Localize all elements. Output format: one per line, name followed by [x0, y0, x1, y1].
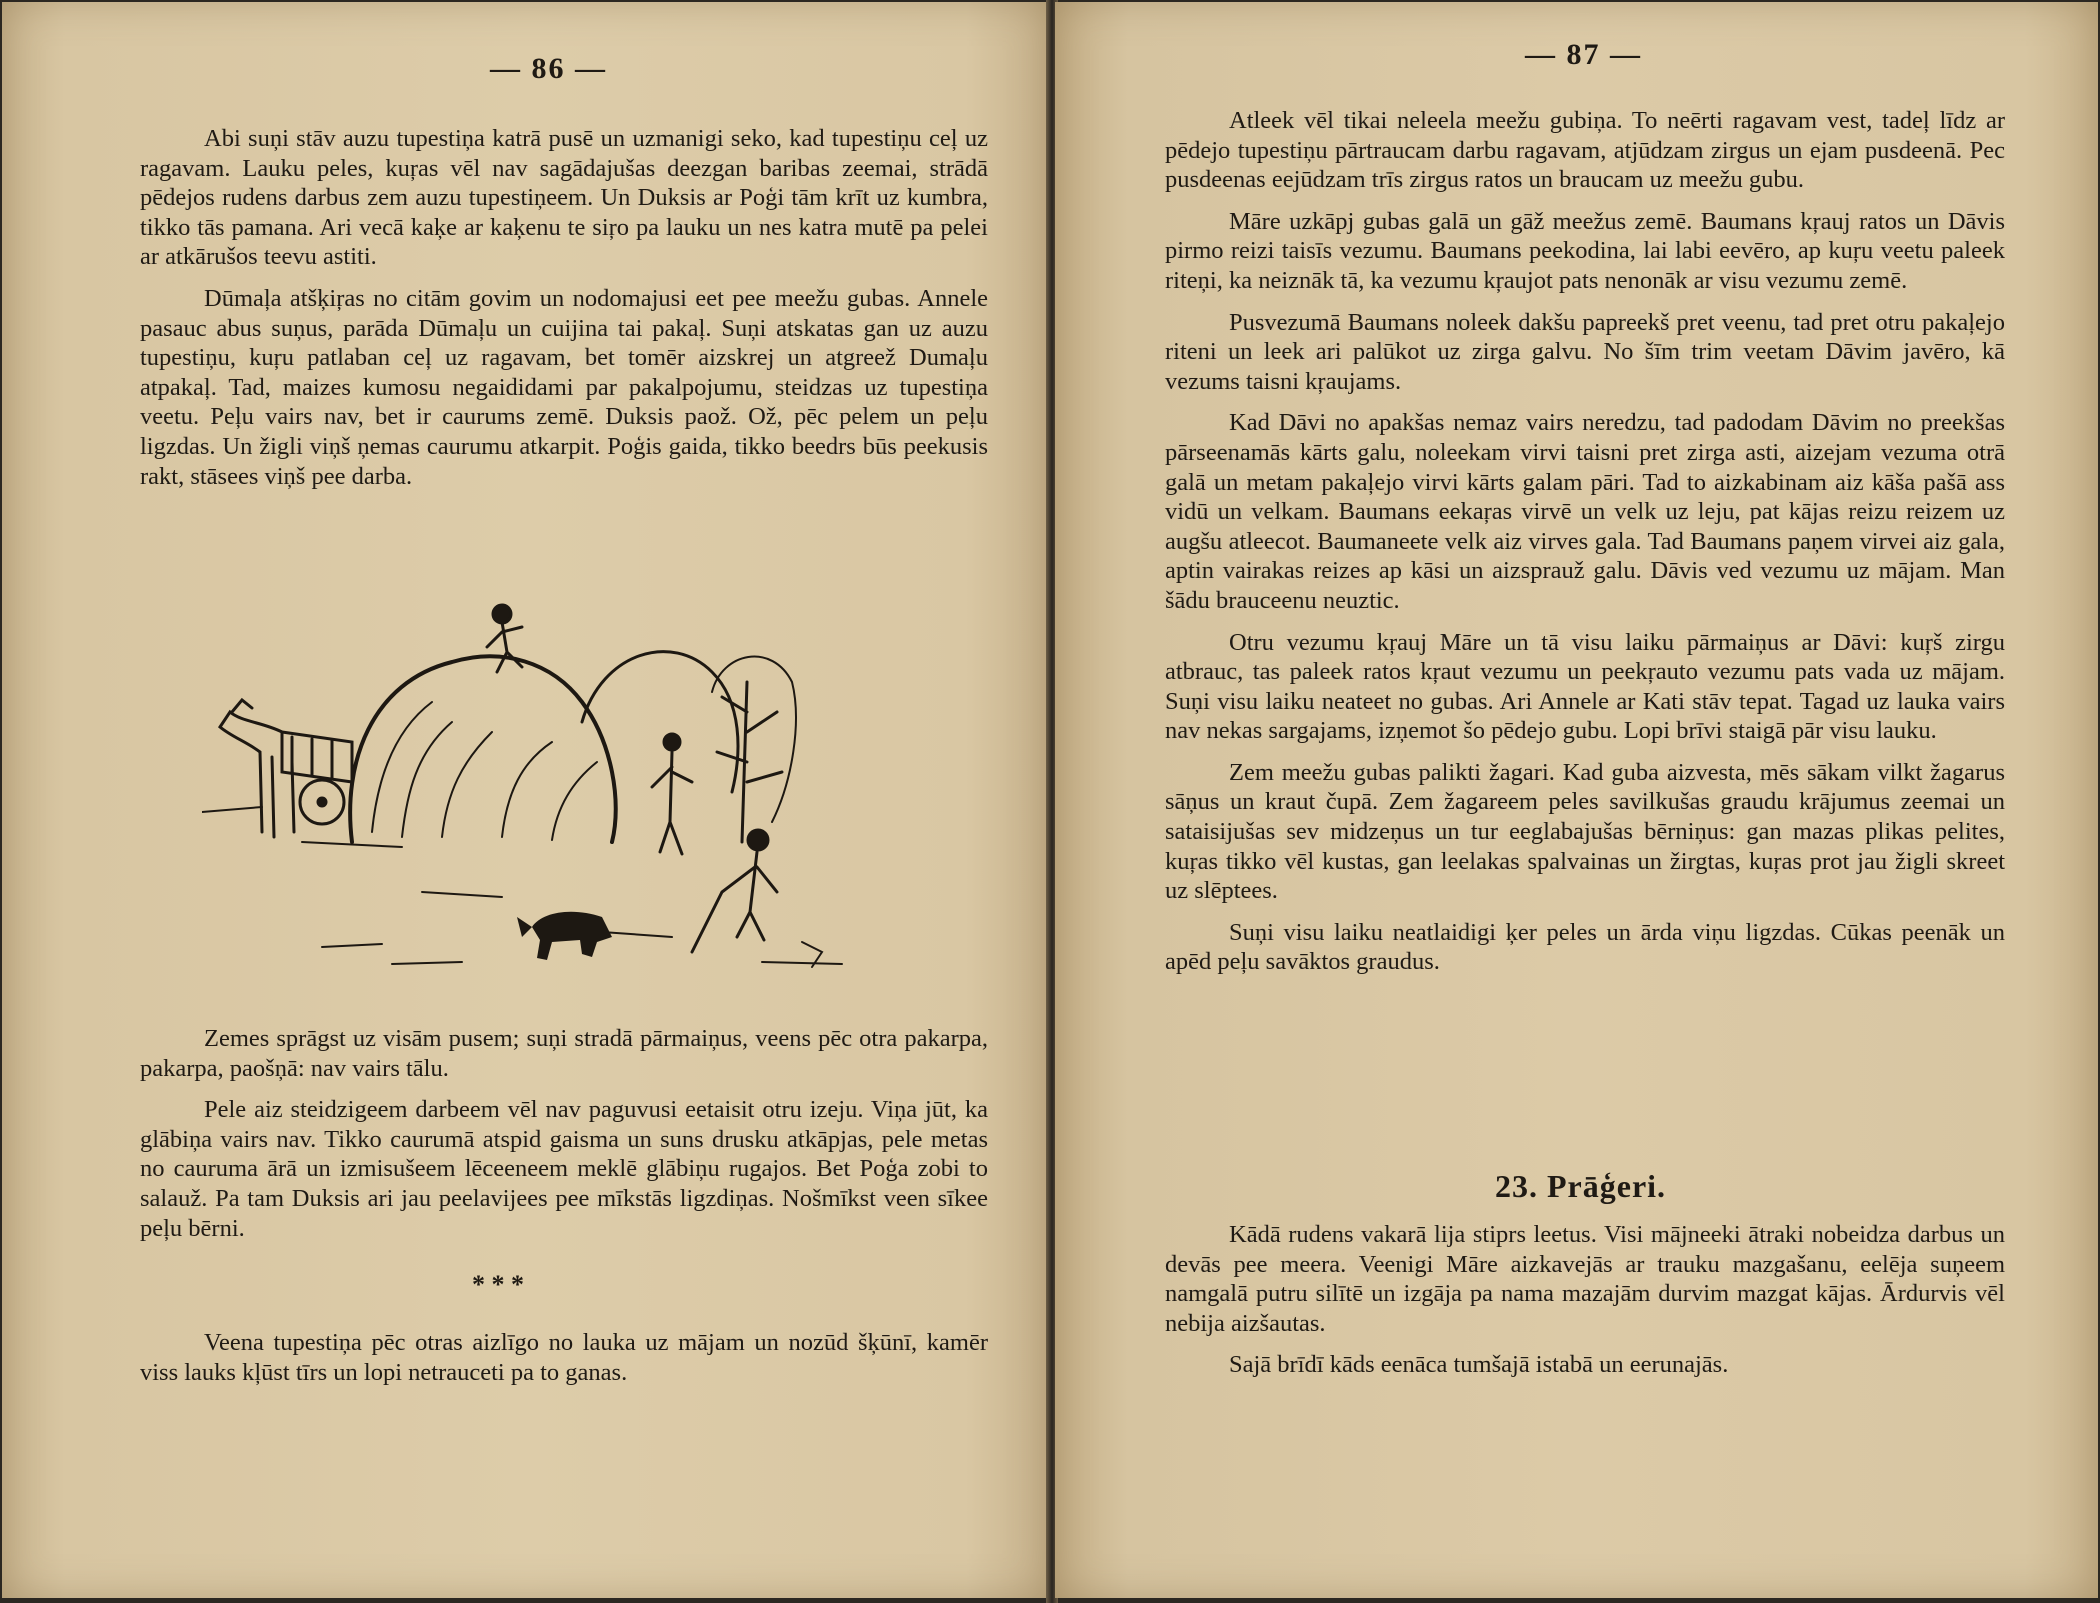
text-block	[1165, 106, 2005, 977]
left-page	[2, 2, 1050, 1598]
chapter-heading: 23. Prāģeri.	[1495, 1168, 1667, 1204]
paragraph: Pusvezumā Baumans noleek dakšu papreekš pret veenu, tad pret otru pakaļejo riteni un leek ari palūkot uz zirga galvu. No šīm trim veetam Dāvim javēro, kā vezums taisni kŗaujams.	[1165, 308, 2005, 395]
paragraph: Pele aiz steidzigeem darbeem vēl nav paguvusi eetaisit otru izeju. Viņa jūt, ka glābiņa vairs nav. Tikko caurumā atspid gaisma un suns drusku atkāpjas, pele metas no cauruma ārā un izmisušeem lēceeneem meklē glābiņu rugajos. Bet Poģa zobi to salauž. Pa tam Duksis ari jau peelavijees pee mīkstās ligzdiņas. Nošmīkst veen sīkee peļu bērni.	[140, 1096, 988, 1242]
text-block	[140, 124, 988, 491]
text-block	[140, 1024, 988, 1243]
paragraph: Māre uzkāpj gubas galā un gāž meežus zemē. Baumans kŗauj ratos un Dāvis pirmo reizi taisīs vezumu. Baumans peekodina, lai labi eevēro, ap kuŗu veetu paleek riteņi, ka neiznāk tā, ka vezumu kŗaujot pats nenonāk ar visu vezumu zemē.	[1165, 207, 2005, 294]
paragraph: Kādā rudens vakarā lija stiprs leetus. Visi mājneeki ātraki nobeidza darbus un devās pee meera. Veenigi Māre aizkavejās ar trauku mazgašanu, eelēja suņeem namgalā putru silītē un izgāja pa nama mazajām durvim mazgat kājas. Ārdurvis vēl nebija aizšautas.	[1165, 1221, 2005, 1337]
paragraph: Veena tupestiņa pēc otras aizlīgo no lauka uz mājam un nozūd šķūnī, kamēr viss lauks kļūst tīrs un lopi netrauceti pa to ganas.	[140, 1329, 988, 1386]
paragraph: Suņi visu laiku neatlaidigi ķer peles un ārda viņu ligzdas. Cūkas peenāk un apēd peļu savāktos graudus.	[1165, 918, 2005, 976]
page-number: — 87 —	[1525, 38, 1642, 71]
paragraph: Atleek vēl tikai neleela meežu gubiņa. To neērti ragavam vest, tadeļ līdz ar pēdejo tupestiņu pārtraucam darbu ragavam, atjūdzam zirgus un ejam pusdeenā. Pec pusdeenas eejūdzam trīs zirgus ratos un braucam uz meežu gubu.	[1165, 107, 2005, 194]
right-page	[1055, 2, 2098, 1598]
page-number: — 86 —	[490, 52, 607, 85]
text-block	[1165, 1220, 2005, 1380]
paragraph: Zemes sprāgst uz visām pusem; suņi stradā pārmaiņus, veens pēc otra pakarpa, pakarpa, paošņā: nav vairs tālu.	[140, 1025, 988, 1082]
text-block	[140, 1328, 988, 1387]
paragraph: Abi suņi stāv auzu tupestiņa katrā pusē un uzmanigi seko, kad tupestiņu ceļ uz ragavam. Lauku peles, kuŗas vēl nav sagādajušas deezgan baribas zeemai, strādā pēdejos rudens darbus zem auzu tupestiņeem. Un Duksis ar Poģi tām krīt uz kumbra, tikko tās pamana. Ari vecā kaķe ar kaķenu te siŗo pa lauku un nes katra mutē pa pelei ar atkārušos teevu astiti.	[140, 125, 988, 271]
paragraph: Sajā brīdī kāds eenāca tumšajā istabā un eerunajās.	[1229, 1351, 1729, 1379]
paragraph: Dūmaļa atšķiŗas no citām govim un nodomajusi eet pee meežu gubas. Annele pasauc abus suņus, parāda Dūmaļu un cuijina tai pakaļ. Suņi atskatas gan uz auzu tupestiņu, kuŗu patlaban ceļ uz ragavam, bet tomēr aizskrej un atgreež Dumaļu atpakaļ. Tad, maizes kumosu negaididami par pakalpojumu, steidzas uz tupestiņa veetu. Peļu vairs nav, bet ir caurums zemē. Duksis paož. Ož, pēc pelem un peļu ligzdas. Un žigli viņš ņemas caurumu atkarpit. Poģis gaida, tikko beedrs būs peekusis rakt, stāsees viņš pee darba.	[140, 284, 988, 490]
paragraph: Zem meežu gubas palikti žagari. Kad guba aizvesta, mēs sākam vilkt žagarus sāņus un kraut čupā. Zem žagareem peles savilkušas graudu krājumus zeemai un sataisijušas sev midzeņus un tur eeglabajušas bērniņus: gan mazas plikas pelites, kuŗas tikko vēl kustas, gan leelakas spalvainas un žirgtas, kuŗas prot jau žigli skreet uz slēptees.	[1165, 758, 2005, 905]
paragraph: Otru vezumu kŗauj Māre un tā visu laiku pārmaiņus ar Dāvi: kuŗš zirgu atbrauc, tas paleek ratos kŗaut vezumu un peekŗauto vezumu pats vada uz mājam. Suņi visu laiku neateet no gubas. Ari Annele ar Kati stāv tepat. Tagad uz lauka vairs nav nekas sargajams, izņemot šo pēdejo gubu. Lopi brīvi staigā pār visu lauku.	[1165, 628, 2005, 745]
paragraph: Kad Dāvi no apakšas nemaz vairs neredzu, tad padodam Dāvim no preekšas pārseenamās kārts galu, noleekam virvi taisni pret zirga asti, aizejam vezuma otrā galā un metam pakaļejo virvi kārts galam pāri. Tad to aizkabinam aiz kāša pašā ass vidū un velkam. Baumans eekaŗas virvē un velk uz leju, pat kājas reizu reizem uz augšu atleecot. Baumaneete velk aiz virves gala. Tad Baumans paņem virvei aiz gala, aptin vairakas reizes ap kāsi un aizsprauž galu. Dāvis ved vezumu uz mājam. Man šādu brauceenu neuztic.	[1165, 409, 2005, 614]
section-separator: * * *	[472, 1270, 524, 1299]
harvest-illustration	[202, 592, 882, 992]
